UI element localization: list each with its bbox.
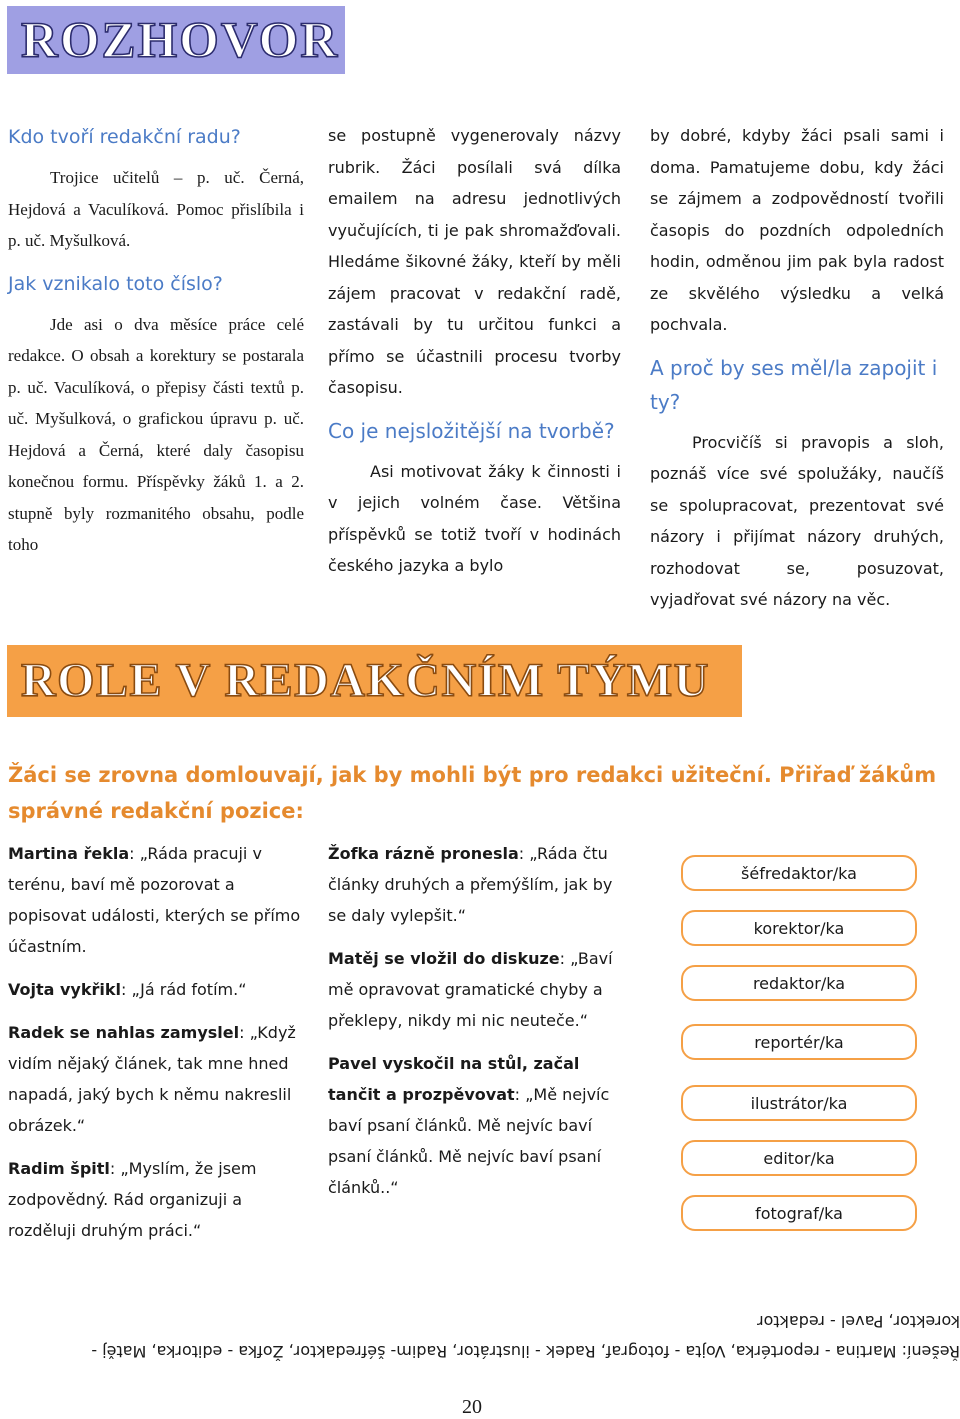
quote-text: „Já rád fotím.“ (131, 980, 247, 999)
quote-speaker: Radek se nahlas zamyslel (8, 1023, 240, 1042)
quotes-column-left (8, 838, 308, 1258)
upside-down-solution: Řešení: Martina - reportérka, Vojta - fotograf, Radek - ilustrátor, Radim- šéfredaktor, Žofka - editorka, Matěj - korektor, Pavel - redaktor (91, 1312, 960, 1361)
page-title: ROZHOVOR (21, 13, 340, 69)
quote-text: „Myslím, že jsem zodpovědný. Rád organizuji a rozděluji druhým práci.“ (8, 1159, 257, 1240)
role-box: reportér/ka (681, 1024, 917, 1060)
article-column-2 (328, 120, 621, 582)
article-column-1 (8, 120, 304, 561)
question-heading: Kdo tvoří redakční radu? (8, 126, 241, 148)
section-title: ROLE V REDAKČNÍM TÝMU (21, 654, 710, 707)
quote-speaker: Pavel vyskočil na stůl, začal tančit a prozpěvovat (328, 1054, 580, 1104)
role-box: fotograf/ka (681, 1195, 917, 1231)
quote-item: Radek se nahlas zamyslel: „Když vidím nějaký článek, tak mne hned napadá, jaký bych k němu nakreslil obrázek.“ (8, 1023, 296, 1135)
role-box: korektor/ka (681, 910, 917, 946)
quote-text: „Ráda pracuji v terénu, baví mě pozorovat a popisovat události, kterých se přímo účastním. (8, 844, 301, 956)
quote-speaker: Žofka rázně pronesla (328, 844, 519, 863)
quote-text: „Ráda čtu články druhých a přemýšlím, jak by se daly vylepšit.“ (328, 844, 613, 925)
article-column-3 (650, 120, 944, 616)
answer-paragraph: se postupně vygenerovaly názvy rubrik. Žáci posílali svá dílka emailem na adresu jednotlivých vyučujících, ti je pak shromažďovali. Hledáme šikovné žáky, kteří by měli zájem pracovat v redakční radě, zastávali by tu určitou funkci a přímo se účastnili procesu tvorby časopisu. (328, 126, 621, 397)
question-heading: Jak vznikalo toto číslo? (8, 272, 223, 295)
quote-item: Matěj se vložil do diskuze: „Baví mě opravovat gramatické chyby a překlepy, nikdy mi nic neuteče.“ (328, 949, 613, 1030)
quote-item: Žofka rázně pronesla: „Ráda čtu články druhých a přemýšlím, jak by se daly vylepšit.“ (328, 844, 613, 925)
quote-text: „Mě nejvíc baví psaní článků. Mě nejvíc baví psaní článků. Mě nejvíc baví psaní článků..“ (328, 1085, 610, 1197)
quote-text: „Baví mě opravovat gramatické chyby a překlepy, nikdy mi nic neuteče.“ (328, 949, 613, 1030)
question-heading: Co je nejsložitější na tvorbě? (328, 418, 615, 443)
quote-text: „Když vidím nějaký článek, tak mne hned napadá, jaký bych k němu nakreslil obrázek.“ (8, 1023, 296, 1135)
page-number: 20 (462, 1396, 482, 1418)
quote-speaker: Vojta vykřikl (8, 980, 121, 999)
quote-speaker: Radim špitl (8, 1159, 110, 1178)
answer-paragraph: Trojice učitelů – p. uč. Černá, Hejdová a Vaculíková. Pomoc přislíbila i p. uč. Myšulková. (8, 168, 304, 250)
answer-paragraph: Procvičíš si pravopis a sloh, poznáš více své spolužáky, naučíš se spolupracovat, prezentovat své názory i přijímat názory druhých, rozhodovat se, posuzovat, vyjadřovat své názory na věc. (650, 432, 944, 609)
quote-item: Pavel vyskočil na stůl, začal tančit a prozpěvovat: „Mě nejvíc baví psaní článků. Mě nejvíc baví psaní článků. Mě nejvíc baví psaní článků..“ (328, 1054, 610, 1197)
quote-item: Radim špitl: „Myslím, že jsem zodpovědný. Rád organizuji a rozděluji druhým práci.“ (8, 1159, 257, 1240)
quotes-column-right (328, 838, 628, 1215)
role-box: editor/ka (681, 1140, 917, 1176)
role-box: redaktor/ka (681, 965, 917, 1001)
answer-paragraph: by dobré, kdyby žáci psali sami i doma. Pamatujeme dobu, kdy žáci se zájmem a zodpovědností tvořili časopis do pozdních odpoledních hodin, odměnou jim pak byla radost ze skvělého výsledku a velká pochvala. (650, 126, 944, 334)
task-instruction: Žáci se zrovna domlouvají, jak by mohli být pro redakci užiteční. Přiřaď žákům správné redakční pozice: (8, 763, 937, 823)
title-banner (7, 6, 345, 74)
question-heading: A proč by ses měl/la zapojit i ty? (650, 355, 938, 414)
quote-item: Vojta vykřikl: „Já rád fotím.“ (8, 980, 247, 999)
role-box: šéfredaktor/ka (681, 855, 917, 891)
quote-item: Martina řekla: „Ráda pracuji v terénu, baví mě pozorovat a popisovat události, kterých se přímo účastním. (8, 844, 301, 956)
answer-paragraph: Jde asi o dva měsíce práce celé redakce. O obsah a korektury se postarala p. uč. Vaculíková, o přepisy části textů p. uč. Myšulková, o grafickou úpravu p. uč. Hejdová a Černá, které daly časopisu konečnou formu. Příspěvky žáků 1. a 2. stupně byly rozmanitého obsahu, podle toho (8, 314, 304, 554)
quote-speaker: Martina řekla (8, 844, 130, 863)
role-box: ilustrátor/ka (681, 1085, 917, 1121)
answer-paragraph: Asi motivovat žáky k činnosti i v jejich volném čase. Většina příspěvků se totiž tvoří v hodinách českého jazyka a bylo (328, 461, 621, 575)
roles-banner (7, 645, 742, 717)
quote-speaker: Matěj se vložil do diskuze (328, 949, 560, 968)
